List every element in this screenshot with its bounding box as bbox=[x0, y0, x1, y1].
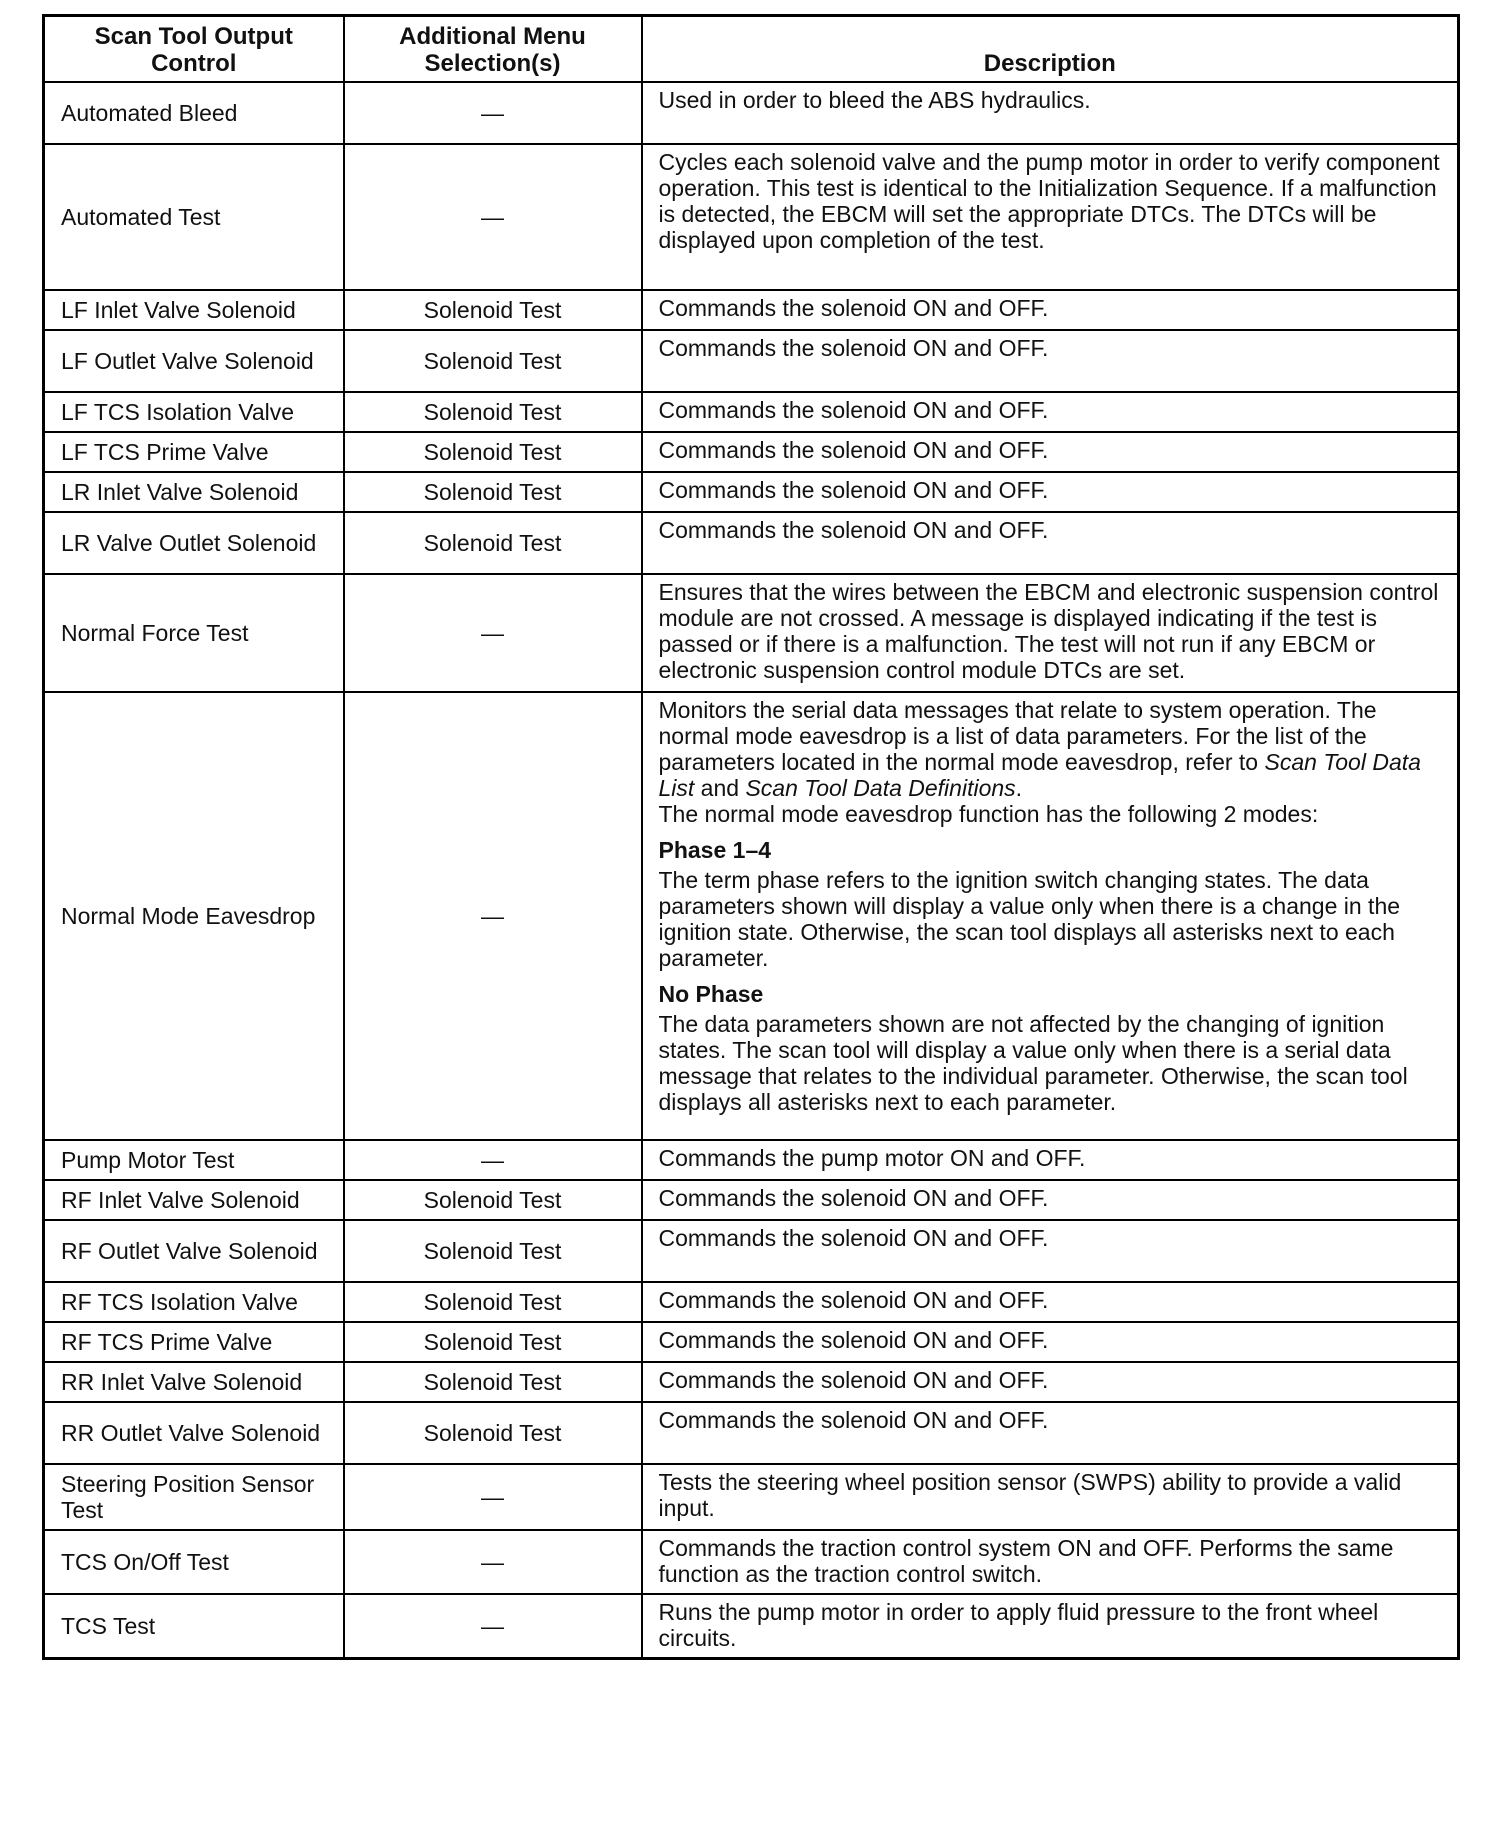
table-row bbox=[44, 330, 1459, 392]
description-cell: Commands the solenoid ON and OFF. bbox=[642, 392, 1459, 432]
description-cell: Commands the pump motor ON and OFF. bbox=[642, 1140, 1459, 1180]
menu-cell: Solenoid Test bbox=[344, 1220, 642, 1282]
description-cell: Commands the solenoid ON and OFF. bbox=[642, 1282, 1459, 1322]
table-row-eavesdrop bbox=[44, 692, 1459, 1140]
control-cell: RR Outlet Valve Solenoid bbox=[44, 1402, 344, 1464]
description-cell: Commands the solenoid ON and OFF. bbox=[642, 432, 1459, 472]
intro-end: . bbox=[1015, 775, 1023, 801]
document-page bbox=[42, 14, 1460, 1651]
description-cell: Commands the traction control system ON and OFF. Performs the same function as the traction control switch. bbox=[642, 1530, 1459, 1594]
control-cell: RF TCS Prime Valve bbox=[44, 1322, 344, 1362]
menu-cell: — bbox=[344, 574, 642, 692]
control-cell: RF Inlet Valve Solenoid bbox=[44, 1180, 344, 1220]
control-cell: RF TCS Isolation Valve bbox=[44, 1282, 344, 1322]
table-row bbox=[44, 1282, 1459, 1322]
no-phase-heading: No Phase bbox=[658, 981, 764, 1007]
table-row bbox=[44, 472, 1459, 512]
control-cell: LF TCS Isolation Valve bbox=[44, 392, 344, 432]
no-phase-text: The data parameters shown are not affected by the changing of ignition states. The scan tool will display a value only when there is a serial data message that relates to the individual parameter. Otherwise, the scan tool displays all asterisks next to each parameter. bbox=[658, 1011, 1408, 1115]
control-cell: LR Valve Outlet Solenoid bbox=[44, 512, 344, 574]
control-cell: LF Outlet Valve Solenoid bbox=[44, 330, 344, 392]
description-cell: Ensures that the wires between the EBCM and electronic suspension control module are not crossed. A message is displayed indicating if the test is passed or if there is a malfunction. The test will not run if any EBCM or electronic suspension control module DTCs are set. bbox=[642, 574, 1459, 692]
table-row bbox=[44, 1362, 1459, 1402]
description-cell: Commands the solenoid ON and OFF. bbox=[642, 1220, 1459, 1282]
menu-cell: Solenoid Test bbox=[344, 432, 642, 472]
menu-cell: — bbox=[344, 1594, 642, 1659]
description-cell: Commands the solenoid ON and OFF. bbox=[642, 330, 1459, 392]
description-cell: Commands the solenoid ON and OFF. bbox=[642, 512, 1459, 574]
menu-cell: Solenoid Test bbox=[344, 392, 642, 432]
reference-scan-tool-data-list: Scan Tool Data List bbox=[658, 749, 1421, 801]
header-row bbox=[44, 16, 1459, 83]
menu-cell: Solenoid Test bbox=[344, 472, 642, 512]
description-cell: Runs the pump motor in order to apply fluid pressure to the front wheel circuits. bbox=[642, 1594, 1459, 1659]
intro-and: and bbox=[694, 775, 746, 801]
menu-cell: — bbox=[344, 1140, 642, 1180]
control-cell: Pump Motor Test bbox=[44, 1140, 344, 1180]
control-cell: LF Inlet Valve Solenoid bbox=[44, 290, 344, 330]
description-cell: Tests the steering wheel position sensor (SWPS) ability to provide a valid input. bbox=[642, 1464, 1459, 1530]
phase-text: The term phase refers to the ignition switch changing states. The data parameters shown will display a value only when there is a change in the ignition state. Otherwise, the scan tool displays all asterisks next to each parameter. bbox=[658, 867, 1401, 971]
phase-heading: Phase 1–4 bbox=[658, 837, 772, 863]
table-row bbox=[44, 574, 1459, 692]
description-cell: Commands the solenoid ON and OFF. bbox=[642, 1322, 1459, 1362]
menu-cell: — bbox=[344, 144, 642, 290]
control-cell: RF Outlet Valve Solenoid bbox=[44, 1220, 344, 1282]
scan-tool-output-control-table bbox=[42, 14, 1460, 1660]
control-cell: TCS Test bbox=[44, 1594, 344, 1659]
table-row bbox=[44, 1594, 1459, 1659]
menu-cell: Solenoid Test bbox=[344, 1402, 642, 1464]
description-cell: Used in order to bleed the ABS hydraulics. bbox=[642, 82, 1459, 144]
control-cell: LF TCS Prime Valve bbox=[44, 432, 344, 472]
control-cell: Normal Force Test bbox=[44, 574, 344, 692]
control-cell: TCS On/Off Test bbox=[44, 1530, 344, 1594]
table-row bbox=[44, 1530, 1459, 1594]
header-menu: Additional Menu Selection(s) bbox=[344, 16, 642, 83]
eavesdrop-intro bbox=[659, 697, 1442, 801]
eavesdrop-modes-text: The normal mode eavesdrop function has the following 2 modes: bbox=[658, 801, 1319, 827]
menu-cell: Solenoid Test bbox=[344, 1362, 642, 1402]
control-cell: RR Inlet Valve Solenoid bbox=[44, 1362, 344, 1402]
table-row bbox=[44, 432, 1459, 472]
table-row bbox=[44, 82, 1459, 144]
control-cell: Normal Mode Eavesdrop bbox=[44, 692, 344, 1140]
description-cell: Commands the solenoid ON and OFF. bbox=[642, 1180, 1459, 1220]
header-description: Description bbox=[642, 16, 1459, 83]
menu-cell: Solenoid Test bbox=[344, 1282, 642, 1322]
description-cell: Cycles each solenoid valve and the pump motor in order to verify component operation. This test is identical to the Initialization Sequence. If a malfunction is detected, the EBCM will set the appropriate DTCs. The DTCs will be displayed upon completion of the test. bbox=[642, 144, 1459, 290]
menu-cell: — bbox=[344, 82, 642, 144]
menu-cell: — bbox=[344, 1464, 642, 1530]
control-cell: Steering Position Sensor Test bbox=[44, 1464, 344, 1530]
menu-cell: Solenoid Test bbox=[344, 290, 642, 330]
description-cell: Commands the solenoid ON and OFF. bbox=[642, 472, 1459, 512]
control-cell: Automated Bleed bbox=[44, 82, 344, 144]
menu-cell: Solenoid Test bbox=[344, 330, 642, 392]
table-row bbox=[44, 1322, 1459, 1362]
description-cell-eavesdrop bbox=[642, 692, 1459, 1140]
header-control: Scan Tool Output Control bbox=[44, 16, 344, 83]
intro-text: Monitors the serial data messages that relate to system operation. The normal mode eavesdrop is a list of data parameters. For the list of the parameters located in the normal mode eavesdrop, refer to bbox=[658, 697, 1377, 775]
control-cell: Automated Test bbox=[44, 144, 344, 290]
table-row bbox=[44, 1220, 1459, 1282]
table-row bbox=[44, 392, 1459, 432]
menu-cell: — bbox=[344, 692, 642, 1140]
control-cell: LR Inlet Valve Solenoid bbox=[44, 472, 344, 512]
reference-scan-tool-data-definitions: Scan Tool Data Definitions bbox=[745, 775, 1016, 801]
menu-cell: Solenoid Test bbox=[344, 1180, 642, 1220]
description-cell: Commands the solenoid ON and OFF. bbox=[642, 1402, 1459, 1464]
description-cell: Commands the solenoid ON and OFF. bbox=[642, 1362, 1459, 1402]
table-row bbox=[44, 512, 1459, 574]
menu-cell: Solenoid Test bbox=[344, 512, 642, 574]
table-row bbox=[44, 1180, 1459, 1220]
table-row bbox=[44, 144, 1459, 290]
menu-cell: Solenoid Test bbox=[344, 1322, 642, 1362]
table-row bbox=[44, 290, 1459, 330]
table-row bbox=[44, 1464, 1459, 1530]
menu-cell: — bbox=[344, 1530, 642, 1594]
table-row bbox=[44, 1402, 1459, 1464]
description-cell: Commands the solenoid ON and OFF. bbox=[642, 290, 1459, 330]
table-row bbox=[44, 1140, 1459, 1180]
